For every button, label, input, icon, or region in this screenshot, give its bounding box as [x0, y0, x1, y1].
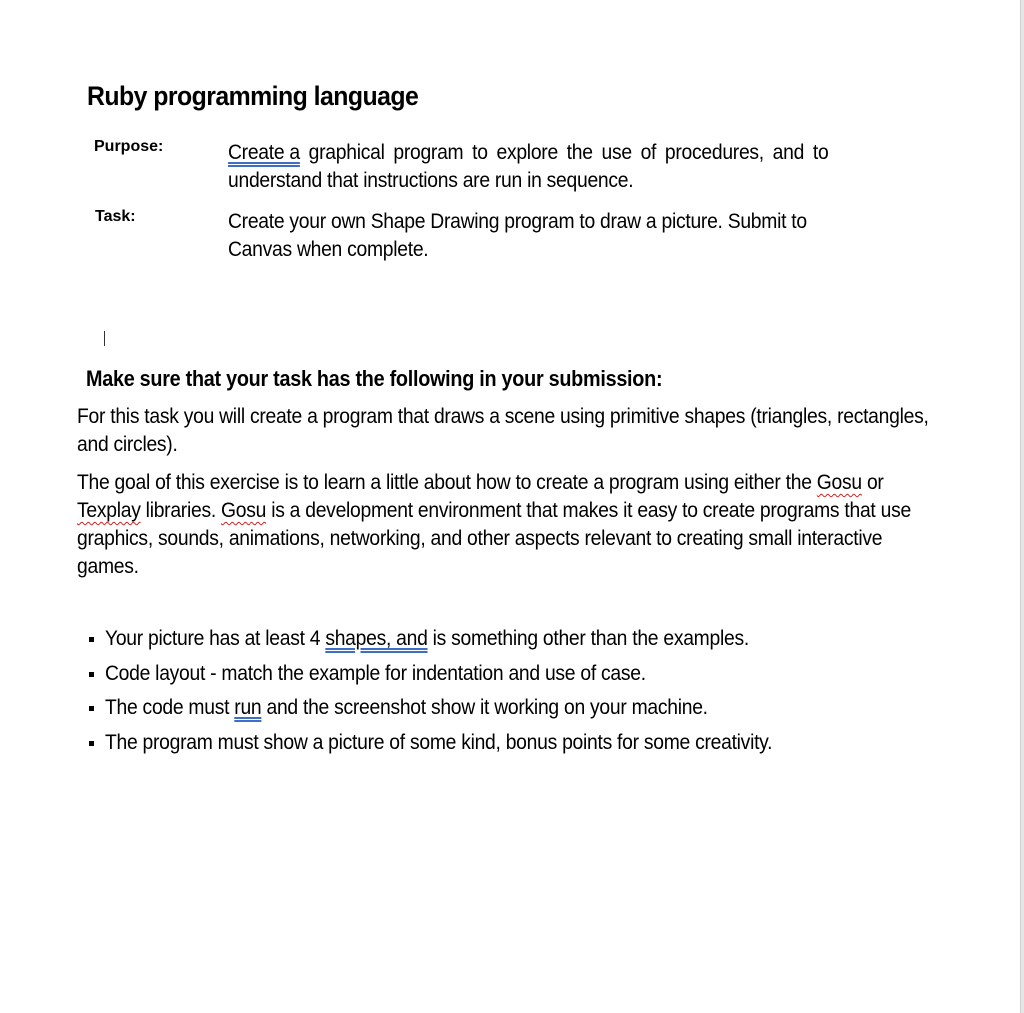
list-item-text: Code layout - match the example for indentation and use of case. — [105, 661, 646, 685]
task-label: Task: — [95, 208, 136, 225]
task-line-2: Canvas when complete. — [228, 238, 429, 261]
grammar-flag-create-a[interactable]: Create a — [228, 141, 300, 164]
spell-flag-gosu-2[interactable]: Gosu — [221, 499, 267, 522]
goal-line-4: games. — [77, 555, 139, 578]
bullet-square-icon — [89, 741, 94, 746]
spell-flag-gosu[interactable]: Gosu — [816, 471, 862, 494]
purpose-line-2: understand that instructions are run in sequence. — [228, 169, 634, 192]
submission-heading: Make sure that your task has the following in your submission: — [86, 366, 663, 391]
list-item-text: The program must show a picture of some kind, bonus points for some creativity. — [105, 730, 773, 754]
bullet-square-icon — [89, 637, 94, 642]
grammar-flag-shapes-and[interactable]: shapes, and — [325, 627, 428, 650]
text-cursor — [104, 331, 105, 346]
grammar-flag-run[interactable]: run — [234, 696, 262, 719]
purpose-line-1-rest: graphical program to explore the use of procedures, and to — [299, 141, 829, 164]
goal-line-2: Texplay libraries. Gosu is a development environment that makes it easy to create programs that use — [77, 499, 911, 522]
purpose-line-1 — [228, 139, 828, 167]
list-item-text: The code must run and the screenshot show it working on your machine. — [105, 696, 708, 719]
task-text — [228, 208, 807, 264]
intro-line-2: and circles). — [77, 433, 178, 456]
purpose-label: Purpose: — [94, 138, 164, 155]
goal-paragraph — [77, 469, 911, 581]
document-title: Ruby programming language — [87, 81, 419, 111]
task-line-1: Create your own Shape Drawing program to draw a picture. Submit to — [228, 210, 807, 233]
goal-line-3: graphics, sounds, animations, networking, and other aspects relevant to creating small interactive — [77, 527, 883, 550]
list-item-text: Your picture has at least 4 shapes, and is something other than the examples. — [105, 627, 749, 650]
page-edge — [1020, 0, 1024, 1013]
bullet-square-icon — [89, 706, 94, 711]
intro-line-1: For this task you will create a program that draws a scene using primitive shapes (triangles, rectangles, — [77, 405, 929, 428]
goal-line-1: The goal of this exercise is to learn a little about how to create a program using either the Gosu or — [77, 471, 884, 494]
intro-paragraph — [77, 403, 929, 459]
bullet-square-icon — [89, 672, 94, 677]
purpose-text — [228, 139, 828, 195]
spell-flag-texplay[interactable]: Texplay — [77, 499, 141, 522]
